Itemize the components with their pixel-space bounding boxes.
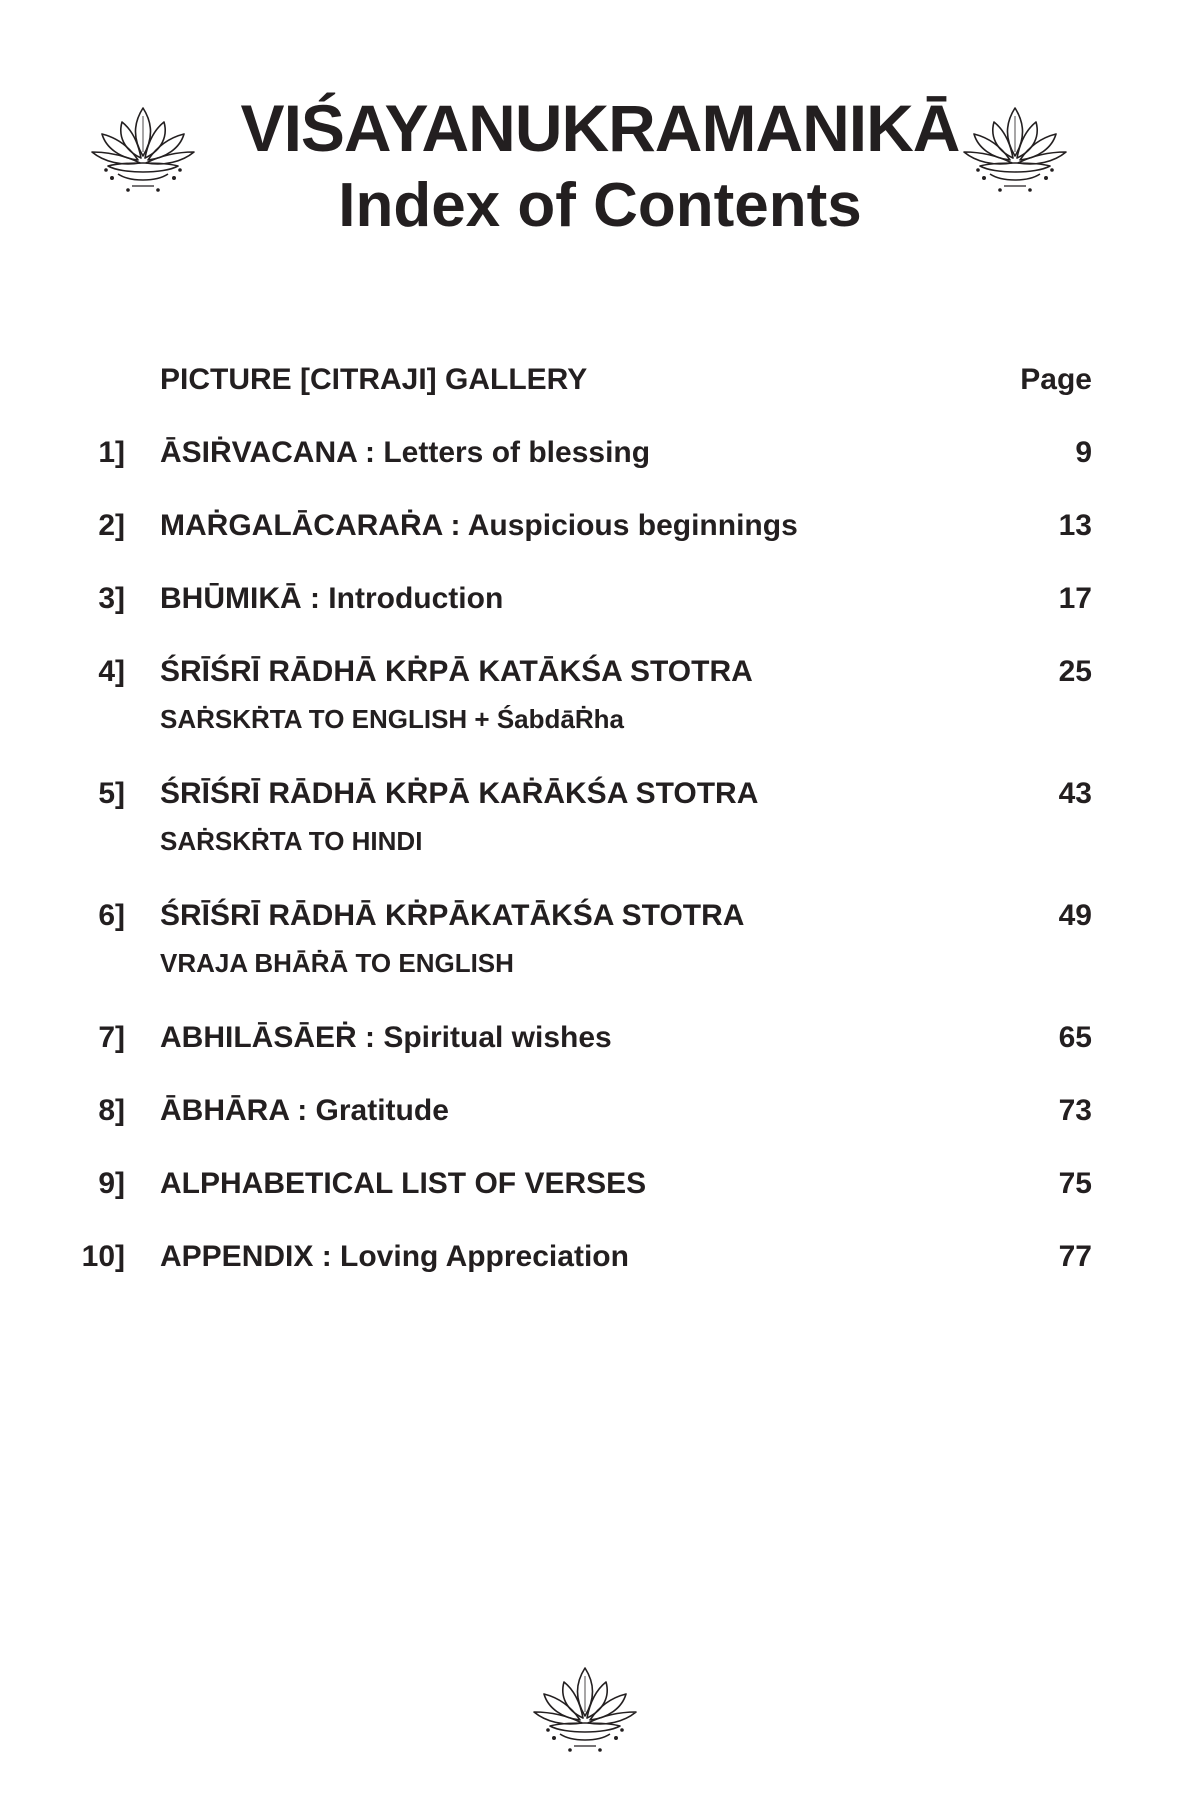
toc-entry-number: 2] — [98, 509, 125, 542]
toc-entry-page: 17 — [1058, 582, 1092, 615]
toc-entry-label: ĀSIṘVACANA : Letters of blessing — [160, 436, 651, 469]
toc-entry[interactable] — [0, 1164, 1200, 1237]
toc-entry-label: APPENDIX : Loving Appreciation — [160, 1240, 629, 1273]
page-title: VIŚAYANUKRAMANIKĀ — [240, 91, 960, 165]
toc-entry[interactable] — [0, 896, 1200, 1018]
toc-entry-number: 3] — [98, 582, 125, 615]
toc-entry-number: 10] — [81, 1240, 125, 1273]
toc-entry-number: 5] — [98, 777, 125, 810]
page-column-heading: Page — [1020, 363, 1092, 396]
toc-entry-number: 9] — [98, 1167, 125, 1200]
toc-entry-label: ABHILĀSĀEṘ : Spiritual wishes — [160, 1021, 612, 1054]
toc-entry-page: 9 — [1075, 436, 1092, 469]
toc-entry-label: ALPHABETICAL LIST OF VERSES — [160, 1167, 647, 1200]
toc-entry[interactable] — [0, 774, 1200, 896]
toc-entry-label: ĀBHĀRA : Gratitude — [160, 1094, 449, 1127]
toc-entry-page: 43 — [1058, 777, 1092, 810]
toc-entry-page: 77 — [1058, 1240, 1092, 1273]
toc-entry-label: MAṘGALĀCARAṘA : Auspicious beginnings — [160, 509, 798, 542]
toc-entry-label: ŚRĪŚRĪ RĀDHĀ KṘPĀ KAṘĀKŚA STOTRA — [160, 777, 759, 810]
toc-entry-page: 65 — [1058, 1021, 1092, 1054]
toc-entry[interactable] — [0, 1091, 1200, 1164]
toc-heading: PICTURE [CITRAJI] GALLERY — [160, 363, 588, 396]
table-of-contents — [0, 360, 1200, 1310]
toc-entry[interactable] — [0, 579, 1200, 652]
toc-entry-page: 75 — [1058, 1167, 1092, 1200]
lotus-icon — [530, 1658, 640, 1758]
toc-entry-subtitle: SAṘSKṘTA TO HINDI — [160, 826, 423, 856]
toc-entry-page: 13 — [1058, 509, 1092, 542]
toc-entry[interactable] — [0, 506, 1200, 579]
toc-entry[interactable] — [0, 433, 1200, 506]
toc-entry-number: 7] — [98, 1021, 125, 1054]
toc-entry[interactable] — [0, 1018, 1200, 1091]
toc-heading-row — [0, 360, 1200, 433]
toc-entry-page: 49 — [1058, 899, 1092, 932]
page-header — [0, 91, 1200, 240]
toc-entry-label: ŚRĪŚRĪ RĀDHĀ KṘPĀKATĀKŚA STOTRA — [160, 899, 745, 932]
toc-entry-label: ŚRĪŚRĪ RĀDHĀ KṘPĀ KATĀKŚA STOTRA — [160, 655, 753, 688]
toc-entry-number: 6] — [98, 899, 125, 932]
toc-entry[interactable] — [0, 1237, 1200, 1310]
toc-entry-label: BHŪMIKĀ : Introduction — [160, 582, 504, 615]
toc-entry-page: 25 — [1058, 655, 1092, 688]
toc-entry-page: 73 — [1058, 1094, 1092, 1127]
toc-entry-subtitle: VRAJA BHĀṘĀ TO ENGLISH — [160, 948, 514, 978]
toc-entry-number: 4] — [98, 655, 125, 688]
toc-entry-subtitle: SAṘSKṘTA TO ENGLISH + ŚabdāṘha — [160, 704, 624, 734]
page-subtitle: Index of Contents — [338, 171, 862, 240]
toc-entry-number: 8] — [98, 1094, 125, 1127]
toc-entry-number: 1] — [98, 436, 125, 469]
toc-entry[interactable] — [0, 652, 1200, 774]
